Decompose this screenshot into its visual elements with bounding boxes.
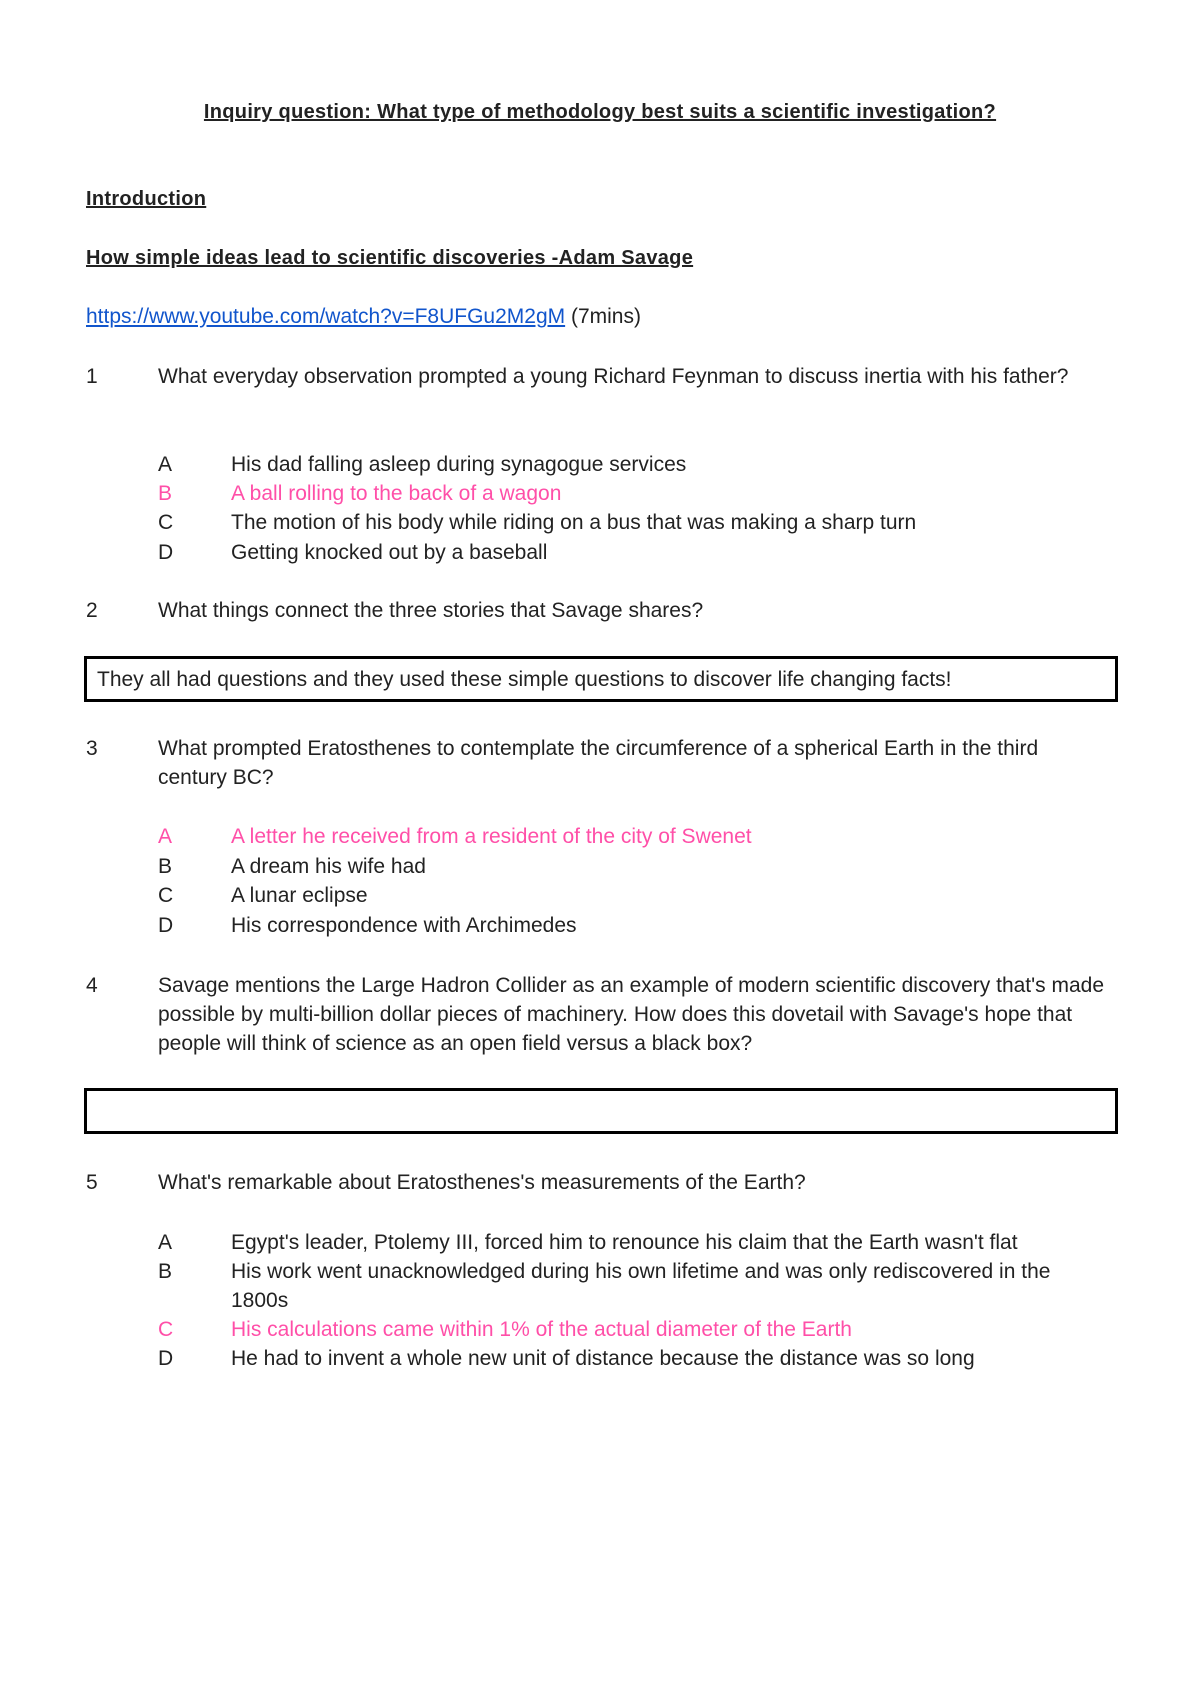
- option-text-correct: A ball rolling to the back of a wagon: [231, 482, 562, 505]
- video-link-line: [86, 302, 641, 331]
- option-text: The motion of his body while riding on a bus that was making a sharp turn: [231, 511, 917, 534]
- option-letter: B: [158, 1260, 173, 1283]
- answer-text: They all had questions and they used these simple questions to discover life changing facts!: [97, 668, 952, 691]
- question-number: 4: [86, 974, 98, 997]
- question-number: 2: [86, 599, 98, 622]
- question-text: What everyday observation prompted a young Richard Feynman to discuss inertia with his father?: [158, 365, 1069, 388]
- option-letter: C: [158, 511, 174, 534]
- question-text: Savage mentions the Large Hadron Collider as an example of modern scientific discovery that's made possible by multi-billion dollar pieces of machinery. How does this dovetail with Savage's hope that people will think of science as an open field versus a black box?: [158, 974, 1105, 1055]
- option-text: His correspondence with Archimedes: [231, 914, 577, 937]
- answer-box[interactable]: [84, 656, 1118, 702]
- option-letter: D: [158, 914, 174, 937]
- option-letter: B: [158, 855, 173, 878]
- video-link[interactable]: https://www.youtube.com/watch?v=F8UFGu2M2gM: [86, 305, 566, 328]
- option-letter: D: [158, 541, 174, 564]
- option-text-correct: A letter he received from a resident of the city of Swenet: [231, 825, 752, 848]
- option-text: Getting knocked out by a baseball: [231, 541, 548, 564]
- option-text: A dream his wife had: [231, 855, 426, 878]
- question-text: What's remarkable about Eratosthenes's measurements of the Earth?: [158, 1171, 806, 1194]
- question-number: 1: [86, 365, 98, 388]
- question-number: 3: [86, 737, 98, 760]
- option-letter-correct: C: [158, 1318, 174, 1341]
- option-letter-correct: A: [158, 825, 173, 848]
- option-text: His dad falling asleep during synagogue services: [231, 453, 687, 476]
- page-title: Inquiry question: What type of methodology best suits a scientific investigation?: [203, 101, 997, 123]
- introduction-heading: Introduction: [86, 188, 207, 210]
- question-text: What things connect the three stories that Savage shares?: [158, 599, 704, 622]
- option-text: He had to invent a whole new unit of distance because the distance was so long: [231, 1347, 975, 1370]
- option-text-correct: His calculations came within 1% of the actual diameter of the Earth: [231, 1318, 852, 1341]
- option-letter-correct: B: [158, 482, 173, 505]
- option-text: A lunar eclipse: [231, 884, 368, 907]
- video-heading: How simple ideas lead to scientific discoveries -Adam Savage: [86, 247, 694, 269]
- question-number: 5: [86, 1171, 98, 1194]
- question-text: What prompted Eratosthenes to contemplate the circumference of a spherical Earth in the third century BC?: [158, 737, 1039, 789]
- option-text: His work went unacknowledged during his own lifetime and was only rediscovered in the 1800s: [231, 1260, 1051, 1312]
- answer-box[interactable]: [84, 1088, 1118, 1134]
- option-letter: D: [158, 1347, 174, 1370]
- option-letter: A: [158, 1231, 173, 1254]
- option-letter: C: [158, 884, 174, 907]
- option-letter: A: [158, 453, 173, 476]
- option-text: Egypt's leader, Ptolemy III, forced him to renounce his claim that the Earth wasn't flat: [231, 1231, 1018, 1254]
- video-duration: (7mins): [570, 305, 641, 328]
